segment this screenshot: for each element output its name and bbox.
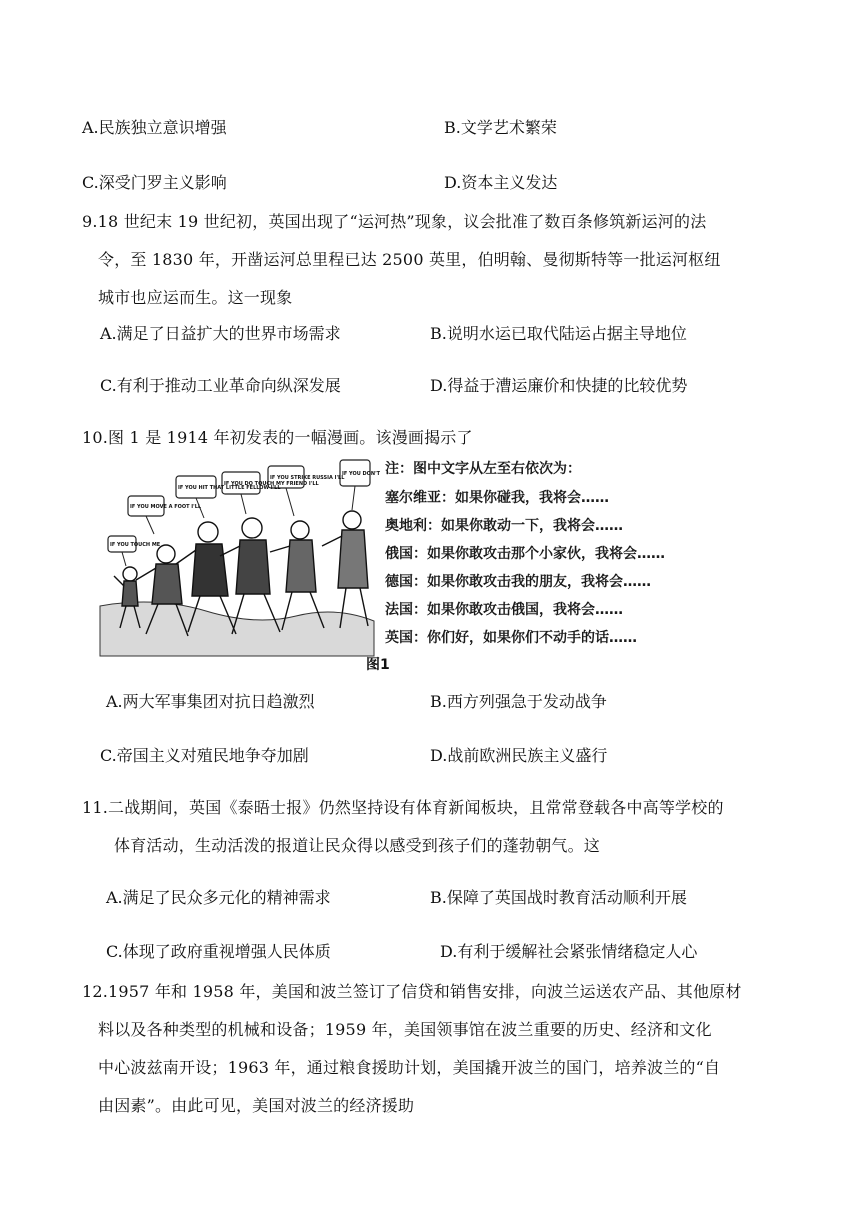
q8-option-d: D.资本主义发达 [444,173,558,192]
balloon-serbia: IF YOU TOUCH ME [110,542,161,548]
note-line-1: 注：图中文字从左至右依次为： [385,461,581,477]
q11-stem-line-2: 体育活动，生动活泼的报道让民众得以感受到孩子们的蓬勃朝气。这 [114,836,601,855]
q11-option-b: B.保障了英国战时教育活动顺利开展 [430,888,687,907]
figure-caption: 图1 [366,657,390,673]
q11-stem-line-1: 11.二战期间，英国《泰晤士报》仍然坚持设有体育新闻板块，且常常登载各中高等学校的 [82,798,724,817]
note-line-4: 俄国：如果你敢攻击那个小家伙，我将会…… [385,546,665,562]
q9-option-c: C.有利于推动工业革命向纵深发展 [100,376,341,395]
balloon-france: IF YOU STRIKE RUSSIA I'LL [270,475,345,481]
q10-option-c: C.帝国主义对殖民地争夺加剧 [100,746,309,765]
q9-option-b: B.说明水运已取代陆运占据主导地位 [430,324,687,343]
q11-option-d: D.有利于缓解社会紧张情绪稳定人心 [440,942,698,961]
balloon-britain: IF YOU DON'T [342,471,381,477]
q10-stem: 10.图 1 是 1914 年初发表的一幅漫画。该漫画揭示了 [82,428,473,447]
q10-option-b: B.西方列强急于发动战争 [430,692,607,711]
note-line-7: 英国：你们好，如果你们不动手的话…… [385,630,637,646]
balloon-russia: IF YOU HIT THAT LITTLE FELLOW I'LL [178,485,281,491]
note-line-2: 塞尔维亚：如果你碰我，我将会…… [385,490,609,506]
balloon-germany: IF YOU DO TOUCH MY FRIEND I'LL [224,481,319,487]
note-line-5: 德国：如果你敢攻击我的朋友，我将会…… [385,574,651,590]
q9-option-a: A.满足了日益扩大的世界市场需求 [100,324,341,343]
note-line-3: 奥地利：如果你敢动一下，我将会…… [385,518,623,534]
q12-stem-line-3: 中心波兹南开设；1963 年，通过粮食援助计划，美国撬开波兰的国门，培养波兰的“自 [98,1058,721,1077]
note-line-6: 法国：如果你敢攻击俄国，我将会…… [385,602,623,618]
q10-option-a: A.两大军事集团对抗日趋激烈 [106,692,315,711]
q12-stem-line-2: 料以及各种类型的机械和设备；1959 年，美国领事馆在波兰重要的历史、经济和文化 [98,1020,712,1039]
q12-stem-line-1: 12.1957 年和 1958 年，美国和波兰签订了信贷和销售安排，向波兰运送农产品、其他原材 [82,982,742,1001]
q9-stem-line-1: 9.18 世纪末 19 世纪初，英国出现了“运河热”现象，议会批准了数百条修筑新运河的法 [82,212,707,231]
cartoon-illustration [96,456,381,656]
q12-stem-line-4: 由因素”。由此可见，美国对波兰的经济援助 [98,1096,415,1115]
q9-option-d: D.得益于漕运廉价和快捷的比较优势 [430,376,688,395]
q8-option-c: C.深受门罗主义影响 [82,173,227,192]
q9-stem-line-3: 城市也应运而生。这一现象 [98,288,293,307]
q11-option-c: C.体现了政府重视增强人民体质 [106,942,331,961]
q11-option-a: A.满足了民众多元化的精神需求 [106,888,331,907]
q10-option-d: D.战前欧洲民族主义盛行 [430,746,608,765]
q9-stem-line-2: 令，至 1830 年，开凿运河总里程已达 2500 英里，伯明翰、曼彻斯特等一批运河枢纽 [98,250,721,269]
q8-option-a: A.民族独立意识增强 [82,118,227,137]
balloon-austria: IF YOU MOVE A FOOT I'LL [130,504,202,510]
q8-option-b: B.文学艺术繁荣 [444,118,557,137]
cartoon-figure [96,456,696,681]
